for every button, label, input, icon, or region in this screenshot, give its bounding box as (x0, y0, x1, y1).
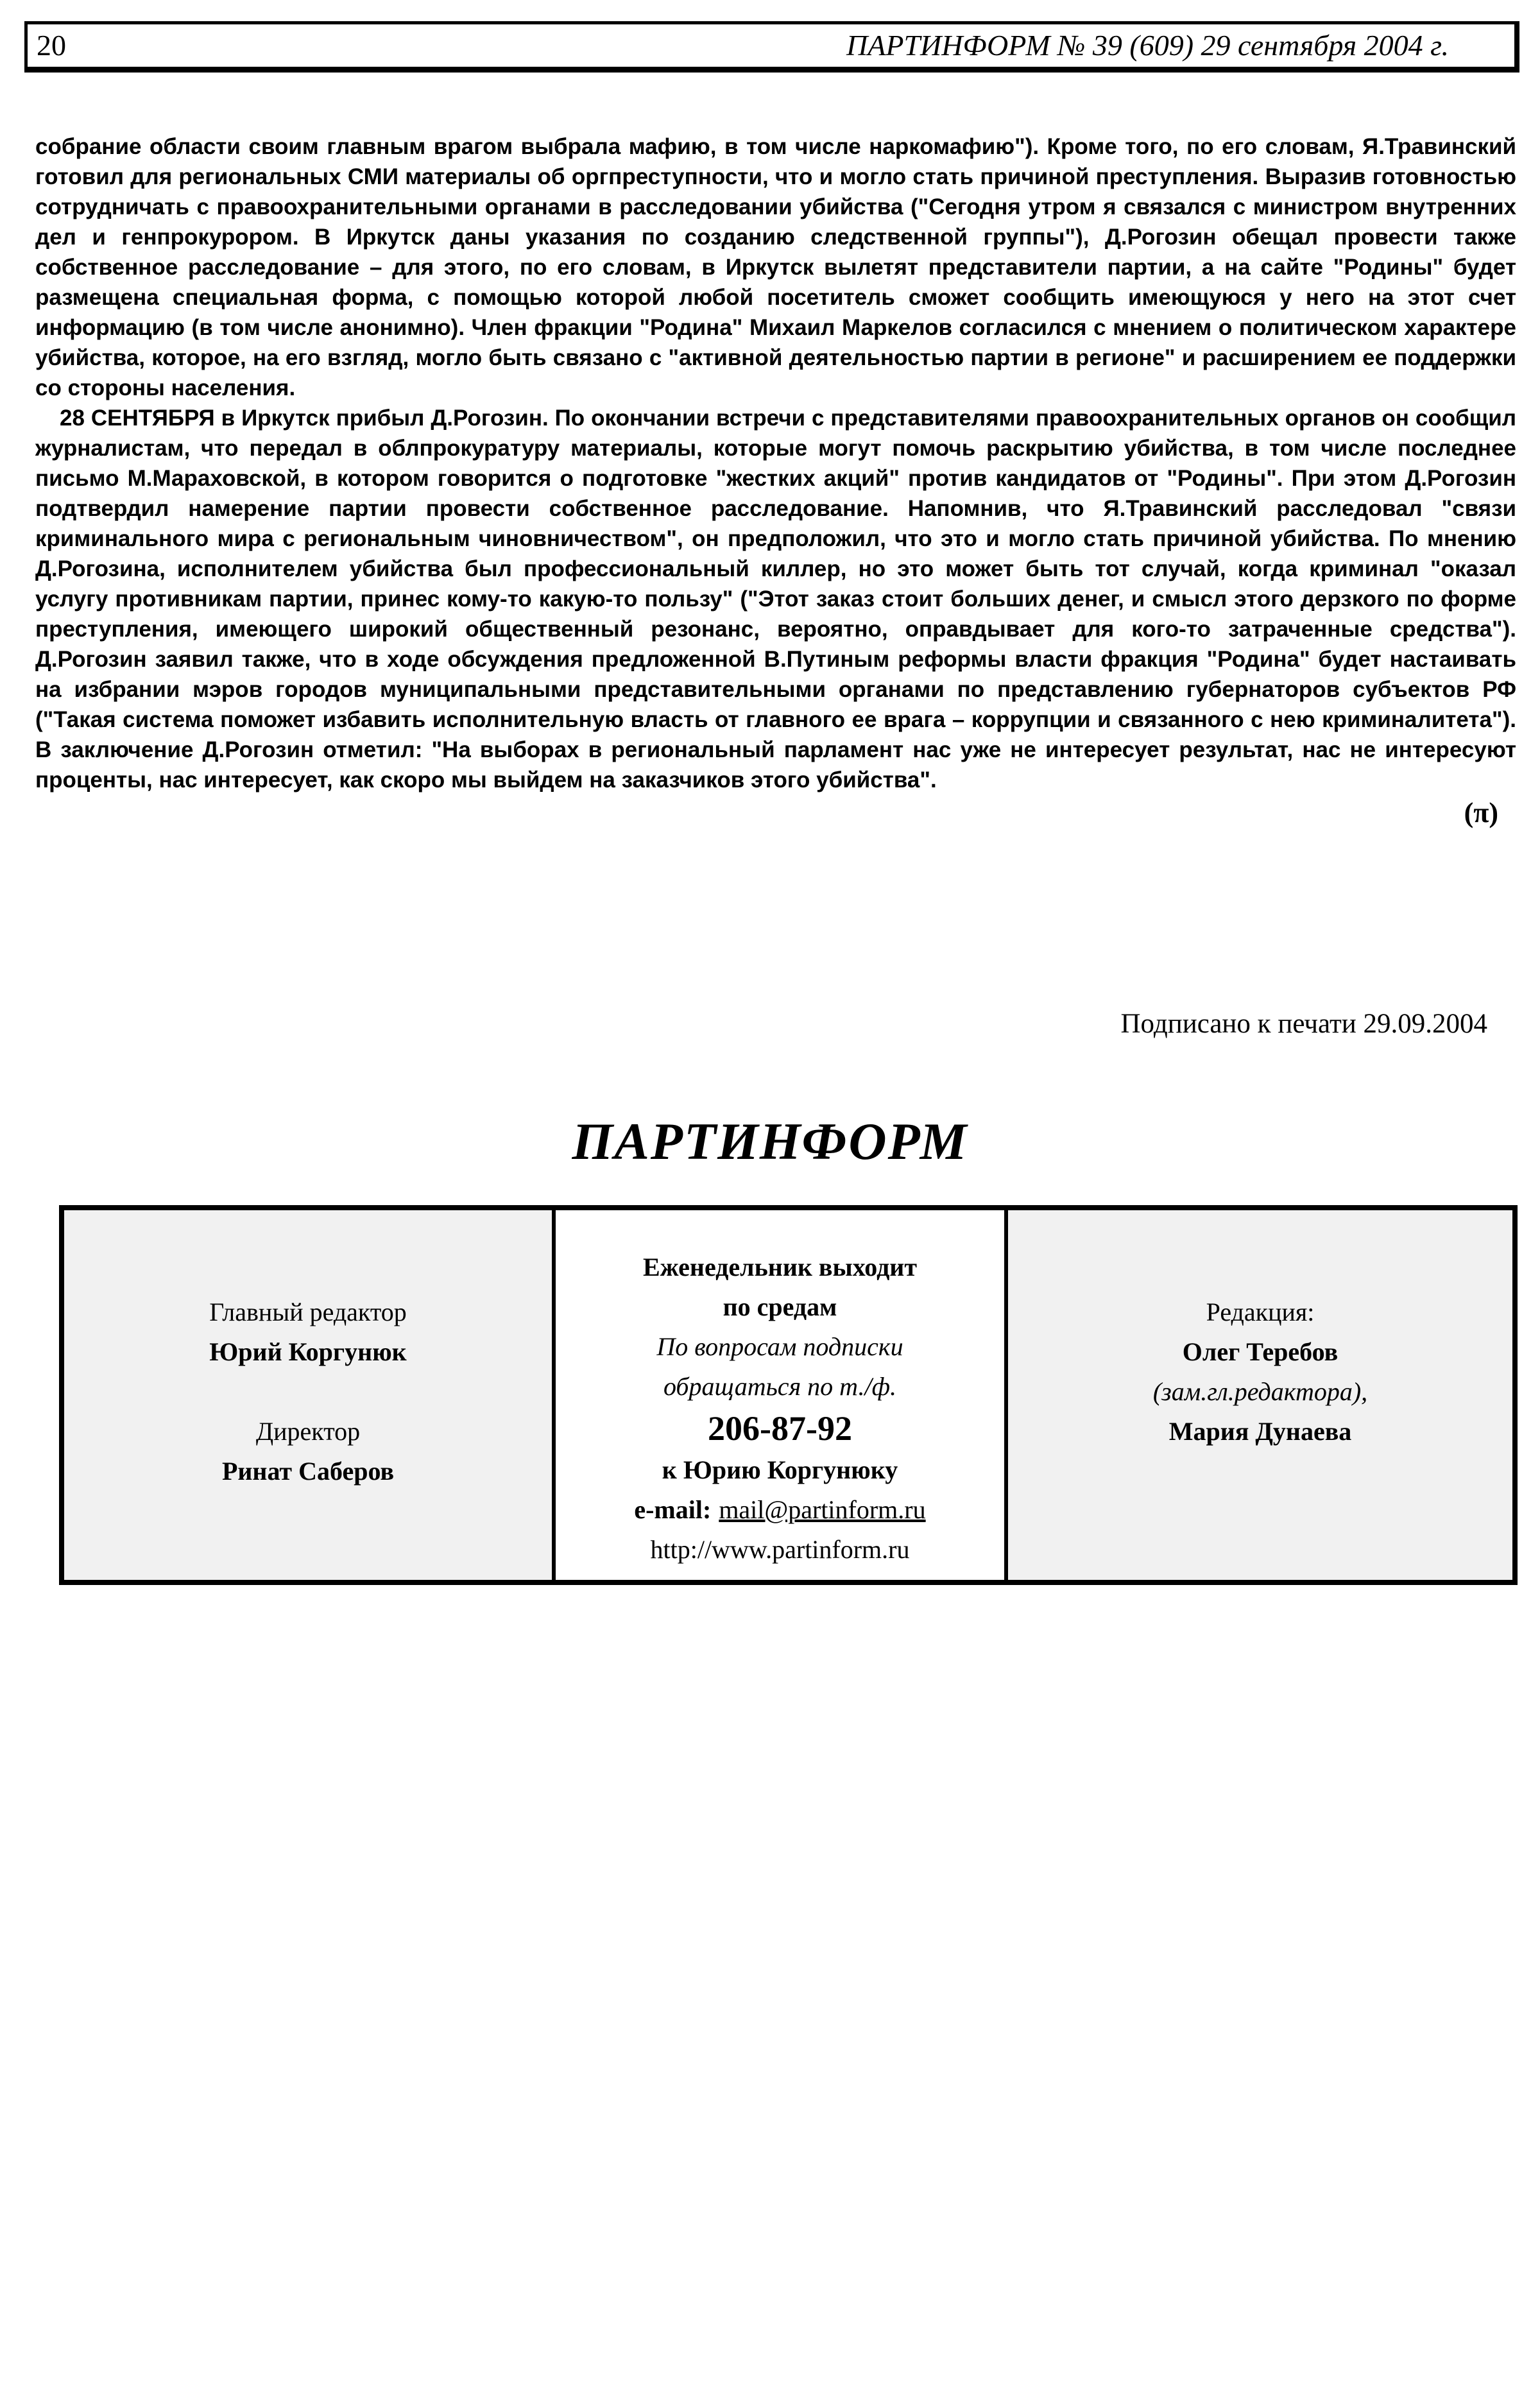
staff-name-2: Мария Дунаева (1168, 1417, 1352, 1446)
phone-number: 206-87-92 (708, 1409, 852, 1448)
email-line (556, 1490, 1004, 1530)
schedule-cell (552, 1210, 1008, 1580)
page-header (24, 21, 1519, 73)
schedule-line-1: Еженедельник выходит (643, 1253, 917, 1281)
staff-heading: Редакция: (1206, 1298, 1315, 1326)
director-role: Директор (255, 1417, 361, 1446)
page-number: 20 (37, 29, 66, 62)
masthead-title: ПАРТИНФОРМ (572, 1112, 968, 1170)
email-address: mail@partinform.ru (719, 1495, 926, 1524)
staff-cell (1008, 1210, 1512, 1580)
director-name: Ринат Саберов (221, 1457, 395, 1486)
email-label: e-mail: (634, 1495, 712, 1524)
website-url: http://www.partinform.ru (650, 1535, 910, 1564)
schedule-line-2: по средам (723, 1292, 837, 1321)
editor-cell-spacer (64, 1372, 552, 1412)
staff-name-1: Олег Теребов (1182, 1337, 1339, 1366)
footer-table (59, 1205, 1518, 1585)
article-paragraph-1: собрание области своим главным врагом выбрала мафию, в том числе наркомафию"). Кроме того, по его словам, Я.Травинский готовил для региональных СМИ материалы об оргпреступности, что и могло стать причиной преступления. Выразив готовностью сотрудничать с правоохранительными органами в расследовании убийства ("Сегодня утром я связался с министром внутренних дел и генпрокурором. В Иркутск даны указания по созданию следственной группы"), Д.Рогозин обещал провести также собственное расследование – для этого, по его словам, в Иркутск вылетят представители партии, а на сайте "Родины" будет размещена специальная форма, с помощью которой любой посетитель сможет сообщить имеющуюся у него на этот счет информацию (в том числе анонимно). Член фракции "Родина" Михаил Маркелов согласился с мнением о политическом характере убийства, которое, на его взгляд, могло быть связано с "активной деятельностью партии в регионе" и расширением ее поддержки со стороны населения. (35, 134, 1516, 400)
chief-editor-name: Юрий Коргунюк (209, 1337, 407, 1366)
subscription-note-line-1: По вопросам подписки (656, 1332, 903, 1361)
subscription-note-line-2: обращаться по т./ф. (663, 1372, 897, 1401)
article-paragraph-2: 28 СЕНТЯБРЯ в Иркутск прибыл Д.Рогозин. По окончании встречи с представителями правоохранительных органов он сообщил журналистам, что передал в облпрокуратуру материалы, которые могут помочь раскрытию убийства, в том числе последнее письмо М.Мараховской, в котором говорится о подготовке "жестких акций" против кандидатов от "Родины". При этом Д.Рогозин подтвердил намерение партии провести собственное расследование. Напомнив, что Я.Травинский расследовал "связи криминального мира с региональным чиновничеством", он предположил, что это и могло стать причиной убийства. По мнению Д.Рогозина, исполнителем убийства был профессиональный киллер, но это может быть тот случай, когда криминал "оказал услугу противникам партии, принес кому-то какую-то пользу" ("Этот заказ стоит больших денег, и смысл этого дерзкого по форме преступления, имеющего широкий общественный резонанс, вероятно, оправдывает для кого-то затраченные средства"). Д.Рогозин заявил также, что в ходе обсуждения предложенной В.Путиным реформы власти фракция "Родина" будет настаивать на избрании мэров городов муниципальными представительными органами по представлению губернаторов субъектов РФ ("Такая система поможет избавить исполнительную власть от главного ее врага – коррупции и связанного с нею криминалитета"). В заключение Д.Рогозин отметил: "На выборах в региональный парламент нас уже не интересует результат, нас не интересуют проценты, нас интересует, как скоро мы выйдем на заказчиков этого убийства". (35, 406, 1516, 793)
chief-editor-role: Главный редактор (209, 1298, 407, 1326)
issue-title: ПАРТИНФОРМ № 39 (609) 29 сентября 2004 г. (846, 29, 1449, 62)
contact-person: к Юрию Коргунюку (662, 1455, 898, 1484)
print-date-line: Подписано к печати 29.09.2004 (1120, 1009, 1487, 1039)
editor-cell (64, 1210, 552, 1580)
staff-note: (зам.гл.редактора), (1152, 1377, 1368, 1406)
article-signature: (π) (1464, 797, 1498, 828)
article-text (35, 132, 1516, 830)
